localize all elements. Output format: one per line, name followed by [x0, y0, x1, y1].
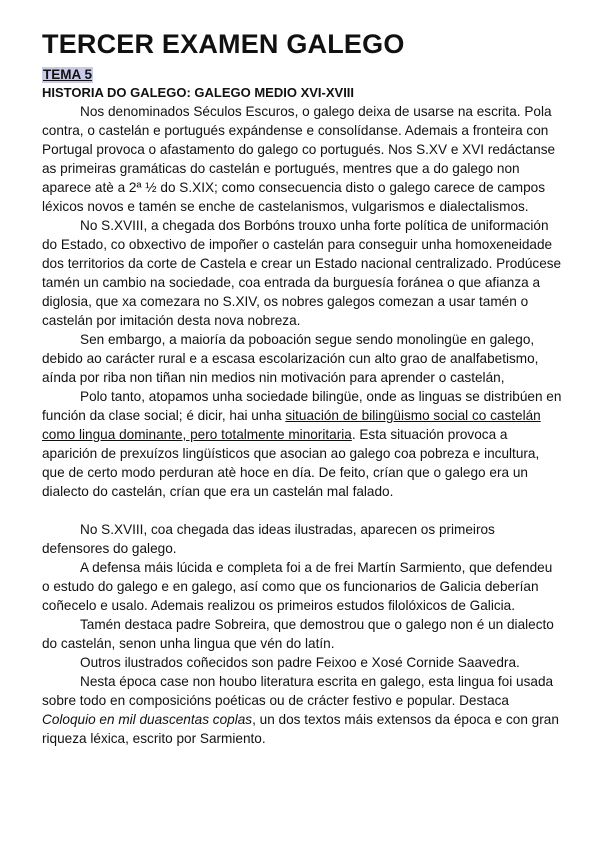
paragraph-4-end: . Esta situación provoca a aparición de prexuízos lingüísticos que asocian ao galego coa pobreza e incultura, que de certo modo perduran atè hoce en día. De feito, crían que o galego era un dialecto do castelán, crían que era un castelán mal falado. — [42, 427, 540, 499]
tema-label: TEMA 5 — [43, 67, 93, 82]
document-title: TERCER EXAMEN GALEGO — [42, 29, 405, 59]
paragraph-8: Outros ilustrados coñecidos son padre Feixoo e Xosé Cornide Saavedra. — [80, 655, 520, 670]
paragraph-9-end: , un dos textos máis extensos da época e con gran riqueza léxica, escrito por Sarmiento. — [42, 712, 559, 746]
paragraph-9-start: Nesta época case non houbo literatura escrita en galego, esta lingua foi usada sobre todo en composicións poéticas ou de crácter festivo e popular. Destaca — [42, 674, 554, 708]
document-page — [42, 28, 562, 748]
paragraph-2: No S.XVIII, a chegada dos Borbóns trouxo unha forte política de uniformación do Estado, co obxectivo de impoñer o castelán para conseguir unha homoxeneidade dos territorios da corte de Castela e crear un Estado nacional centralizado. Prodúcese tamén un cambio na sociedade, coa entrada da burguesía foránea o que afianza a diglosia, que xa comezara no S.XIV, os nobres galegos comezan a usar tamén o castelán por imitación desta nova nobreza. — [42, 218, 562, 328]
paragraph-4-start: Polo tanto, atopamos unha sociedade bilingüe, onde as linguas se distribúen en función da clase social; é dicir, hai unha — [42, 389, 562, 423]
paragraph-4-underlined: situación de bilingüismo social co castelán como lingua dominante, pero totalmente minoritaria — [42, 408, 541, 442]
section-subtitle: HISTORIA DO GALEGO: GALEGO MEDIO XVI-XVIII — [42, 85, 355, 100]
paragraph-9-italic-title: Coloquio en mil duascentas coplas — [42, 712, 253, 727]
paragraph-5: No S.XVIII, coa chegada das ideas ilustradas, aparecen os primeiros defensores do galego. — [42, 522, 495, 556]
paragraph-1: Nos denominados Séculos Escuros, o galego deixa de usarse na escrita. Pola contra, o castelán e portugués expándense e consolídanse. Ademais a fronteira con Portugal provoca o afastamento do galego co portugués. Nos S.XV e XVI redáctanse as primeiras gramáticas do castelán e portugués, mentres que a do galego non aparece atè a 2ª ½ do S.XIX; como consecuencia disto o galego carece de campos léxicos novos e tamén se enche de castelanismos, vulgarismos e dialectalismos. — [42, 104, 556, 214]
paragraph-7: Tamén destaca padre Sobreira, que demostrou que o galego non é un dialecto do castelán, senon unha lingua que vén do latín. — [42, 617, 554, 651]
paragraph-4 — [42, 387, 562, 501]
paragraph-6: A defensa máis lúcida e completa foi a de frei Martín Sarmiento, que defendeu o estudo do galego e en galego, así como que os funcionarios de Galicia deberían coñecelo e usalo. Ademais realizou os primeiros estudos filolóxicos de Galicia. — [42, 560, 553, 613]
paragraph-3: Sen embargo, a maioría da poboación segue sendo monolingüe en galego, debido ao carácter rural e a escasa escolarización cun alto grao de analfabetismo, aínda por riba non tiñan nin medios nin motivación para aprender o castelán, — [42, 332, 539, 385]
paragraph-spacer — [42, 501, 562, 520]
paragraph-9 — [42, 672, 562, 748]
